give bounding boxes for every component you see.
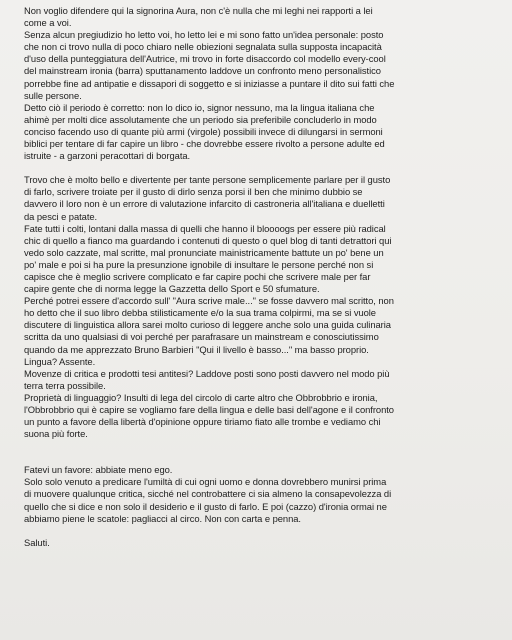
paragraph: Fate tutti i colti, lontani dalla massa di quelli che hanno il bloooogs per essere più radical chic di quello a fianco ma guardando i contenuti di questo o quel blog di tanti detrattori qui vedo solo cazzate, mal scritte, mal pronunciate mainistricamente battute un po' bene un po' male e poi si ha pure la presunzione ignobile di insultare le persone perché non si capisce che è meglio scrivere complicato e far capire pochi che scrivere male per far capire gente che di norma legge la Gazzetta dello Sport e 50 sfumature.: [24, 222, 392, 295]
paragraph-spacer: [24, 162, 488, 174]
paragraph: Fatevi un favore: abbiate meno ego.: [24, 464, 173, 476]
paragraph: Detto ciò il periodo è corretto: non lo dico io, signor nessuno, ma la lingua italiana che ahimè per molti dice assolutamente che un periodo sia preferibile concluderlo in modo conciso facendo uso di quante più armi (virgole) possibili invece di dilungarsi in sermoni biblici per tentare di far capire un libro - che dovrebbe essere rivolto a persone adulte ed istruite - a garzoni peracottari di borgata.: [24, 101, 385, 162]
paragraph: Proprietà di linguaggio? Insulti di lega del circolo di carte altro che Obbrobbrio e ironia, l'Obbrobbrio qui è capire se vogliamo fare della lingua e delle basi dell'agone e il confronto un punto a favore della libertà d'opinione oppure tiriamo fiato alle trombe e vediamo chi suona più forte.: [24, 391, 394, 440]
comment-section-bottom: [24, 464, 488, 524]
paragraph: Non voglio difendere qui la signorina Aura, non c'è nulla che mi leghi nei rapporti a lei come a voi.: [24, 5, 373, 29]
comment-section-top: [24, 5, 488, 162]
paragraph-spacer: [24, 440, 488, 464]
paragraph: Movenze di critica e prodotti tesi antitesi? Laddove posti sono posti davvero nel modo più terra terra possibile.: [24, 367, 390, 391]
comment-section-middle: [24, 174, 488, 440]
paragraph: Senza alcun pregiudizio ho letto voi, ho letto lei e mi sono fatto un'idea personale: posto che non ci trovo nulla di poco chiaro nelle obiezioni segnalata sulla supposta incapacità d'uso della punteggiatura dell'Autrice, mi trovo in forte disaccordo col modello every-cool del mainstream ironia (barra) sputtanamento laddove un confronto meno personalistico porrebbe fine ad antipatie e dissapori di soggetto e si iniziasse a puntare il dito sui fatti che sulle persone.: [24, 29, 395, 101]
paragraph: Trovo che è molto bello e divertente per tante persone semplicemente parlare per il gusto di farlo, scrivere troiate per il gusto di dirlo senza porsi il ben che minimo dubbio se davvero il loro non è un errore di valutazione infarcito di castroneria all'italiana e duelletti da pesci e patate.: [24, 174, 391, 222]
paragraph: Solo solo venuto a predicare l'umiltà di cui ogni uomo e donna dovrebbero munirsi prima di muovere qualunque critica, sicché nel controbattere ci sia almeno la consapevolezza di quello che si dice e non solo il desiderio e il gusto di farlo. E poi (cazzo) d'ironia ormai ne abbiamo piene le scatole: pagliacci al circo. Non con carta e penna.: [24, 476, 392, 524]
signature: Saluti.: [24, 536, 50, 548]
paragraph: Perché potrei essere d'accordo sull' "Aura scrive male..." se fosse davvero mal scritto, non ho detto che il suo libro debba stilisticamente e/o la sua trama colpirmi, ma se si vuole discutere di linguistica allora sarei molto curioso di leggere anche solo una guida culinaria scritta da uno qualsiasi di voi perché per parafrasare un mainstream e conosciutissimo quando da me apprezzato Bruno Barbieri "Qui il livello è basso..." ma basso proprio. Lingua? Assente.: [24, 295, 394, 367]
